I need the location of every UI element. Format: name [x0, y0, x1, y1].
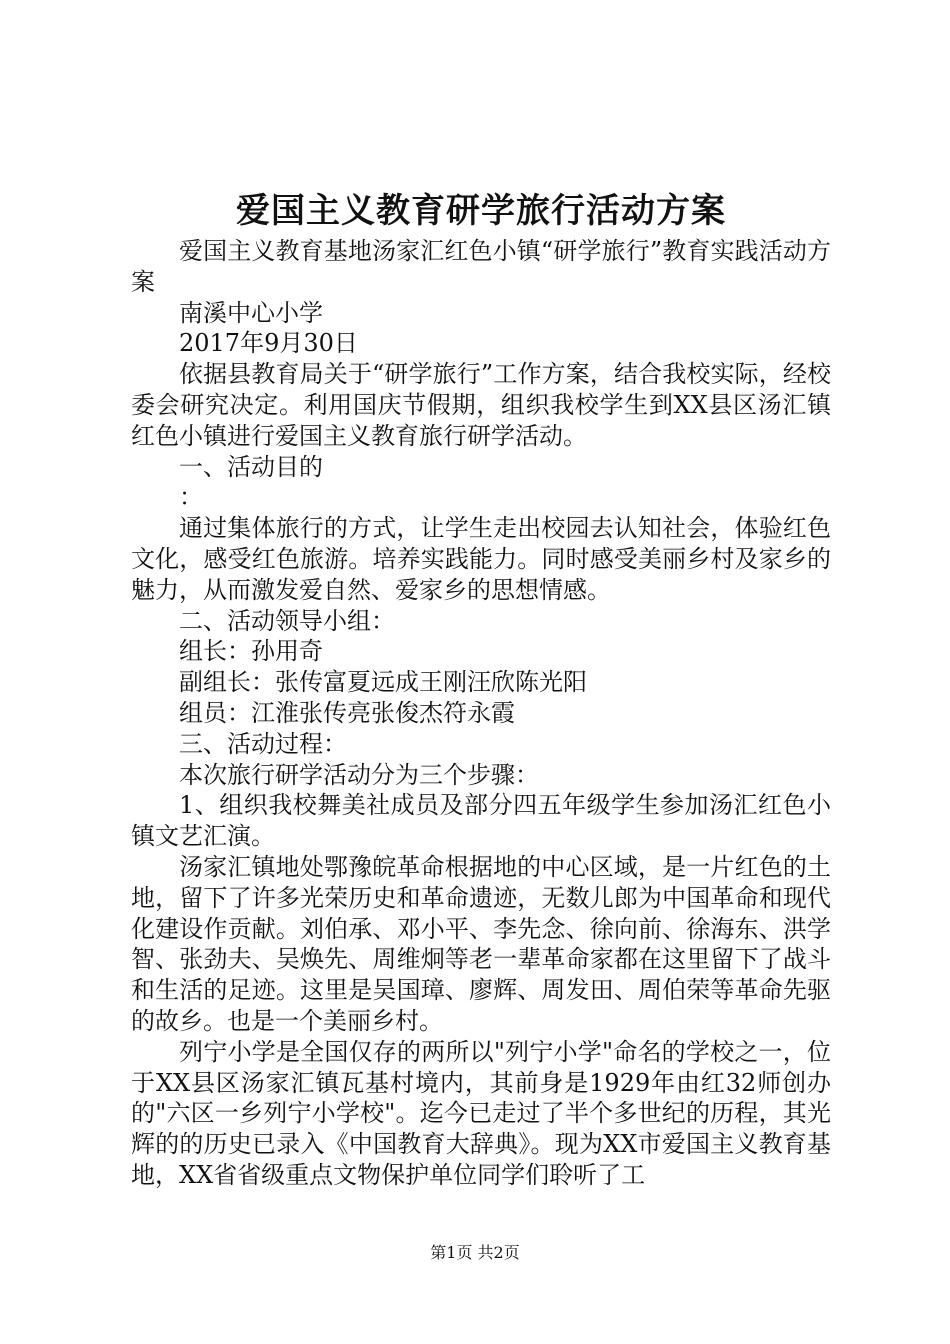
- document-title: 爱国主义教育研学旅行活动方案: [236, 191, 726, 231]
- page-footer: 第1页 共2页: [430, 1243, 520, 1262]
- paragraph-leader: 组长：孙用奇: [179, 637, 323, 666]
- document-body: [131, 236, 831, 1191]
- paragraph-intro: 依据县教育局关于“研学旅行”工作方案，结合我校实际，经校委会研究决定。利用国庆节假期，组织我校学生到XX县区汤汇镇红色小镇进行爱国主义教育旅行研学活动。: [131, 360, 831, 450]
- paragraph-members: 组员：江淮张传亮张俊杰符永霞: [179, 698, 515, 727]
- paragraph-steps-intro: 本次旅行研学活动分为三个步骤：: [179, 760, 539, 789]
- paragraph-school: 南溪中心小学: [179, 298, 323, 327]
- page-content: [131, 186, 831, 1191]
- paragraph-deputy-leaders: 副组长：张传富夏远成王刚汪欣陈光阳: [179, 668, 587, 697]
- paragraph-tangjiahui: 汤家汇镇地处鄂豫皖革命根据地的中心区域，是一片红色的土地，留下了许多光荣历史和革命遗迹，无数儿郎为中国革命和现代化建设作贡献。刘伯承、邓小平、李先念、徐向前、徐海东、洪学智、张劲夫、吴焕先、周维炯等老一辈革命家都在这里留下了战斗和生活的足迹。这里是吴国璋、廖辉、周发田、周伯荣等革命先驱的故乡。也是一个美丽乡村。: [131, 852, 831, 1035]
- paragraph-step-1: 1、组织我校舞美社成员及部分四五年级学生参加汤汇红色小镇文艺汇演。: [131, 791, 831, 851]
- section-heading-purpose: 一、活动目的: [179, 452, 323, 481]
- section-heading-process: 三、活动过程：: [179, 729, 347, 758]
- paragraph-date: 2017年9月30日: [179, 329, 358, 358]
- paragraph-purpose: 通过集体旅行的方式，让学生走出校园去认知社会，体验红色文化，感受红色旅游。培养实践能力。同时感受美丽乡村及家乡的魅力，从而激发爱自然、爱家乡的思想情感。: [131, 514, 831, 604]
- paragraph-lenin-school: 列宁小学是全国仅存的两所以"列宁小学"命名的学校之一，位于XX县区汤家汇镇瓦基村境内，其前身是1929年由红32师创办的"六区一乡列宁小学校"。迄今已走过了半个多世纪的历程，其光辉的的历史已录入《中国教育大辞典》。现为XX市爱国主义教育基地，XX省省级重点文物保护单位同学们聆听了工: [131, 1037, 831, 1189]
- paragraph-colon: ：: [179, 483, 203, 512]
- paragraph-subtitle: 爱国主义教育基地汤家汇红色小镇“研学旅行”教育实践活动方案: [131, 237, 831, 296]
- section-heading-leadership: 二、活动领导小组：: [179, 606, 395, 635]
